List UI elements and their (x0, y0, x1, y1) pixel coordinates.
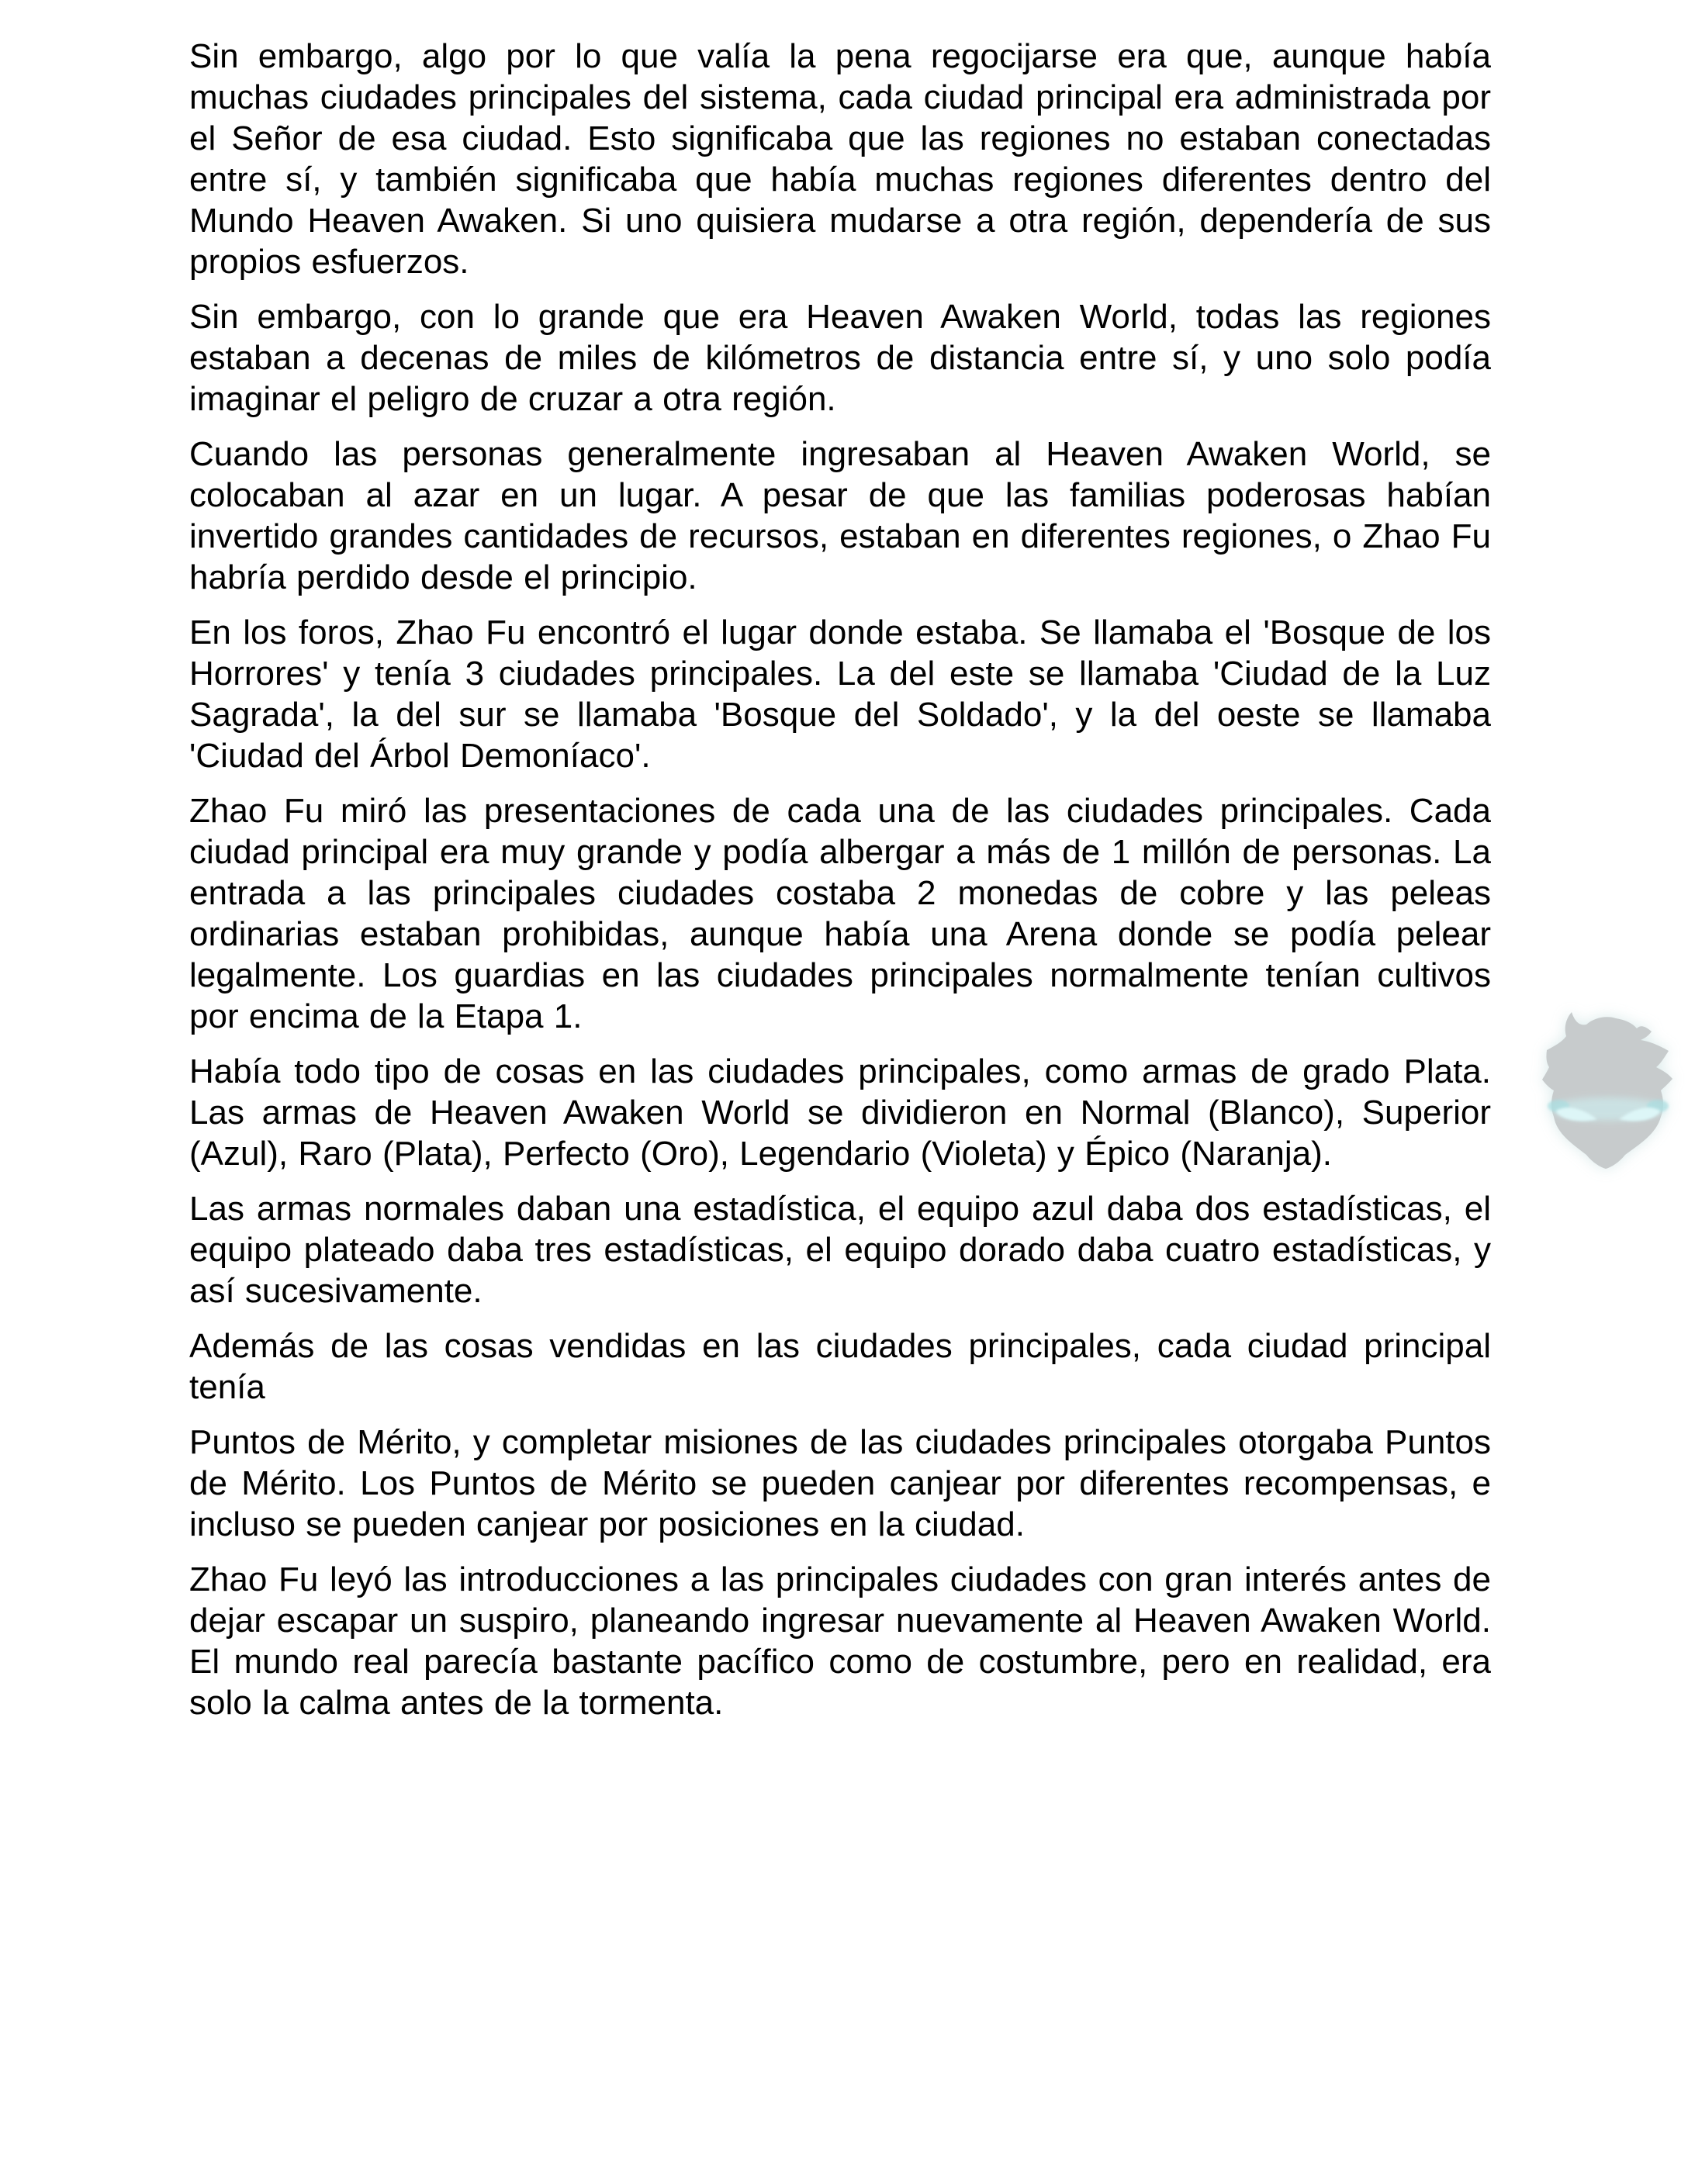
paragraph: Zhao Fu miró las presentaciones de cada una de las ciudades principales. Cada ciudad principal era muy grande y podía albergar a más de 1 millón de personas. La entrada a las principales ciudades costaba 2 monedas de cobre y las peleas ordinarias estaban prohibidas, aunque había una Arena donde se podía pelear legalmente. Los guardias en las ciudades principales normalmente tenían cultivos por encima de la Etapa 1. (189, 792, 1491, 1035)
demon-head-icon (1538, 1002, 1678, 1177)
brow-glow-left (1548, 1100, 1569, 1112)
paragraph: Sin embargo, con lo grande que era Heaven Awaken World, todas las regiones estaban a decenas de miles de kilómetros de distancia entre sí, y uno solo podía imaginar el peligro de cruzar a otra región. (189, 298, 1491, 418)
paragraph: En los foros, Zhao Fu encontró el lugar donde estaba. Se llamaba el 'Bosque de los Horrores' y tenía 3 ciudades principales. La del este se llamaba 'Ciudad de la Luz Sagrada', la del sur se llamaba 'Bosque del Soldado', y la del oeste se llamaba 'Ciudad del Árbol Demoníaco'. (189, 613, 1491, 775)
paragraph: Había todo tipo de cosas en las ciudades principales, como armas de grado Plata. Las armas de Heaven Awaken World se dividieron en Normal (Blanco), Superior (Azul), Raro (Plata), Perfecto (Oro), Legendario (Violeta) y Épico (Naranja). (189, 1052, 1491, 1173)
paragraph: Zhao Fu leyó las introducciones a las principales ciudades con gran interés antes de dejar escapar un suspiro, planeando ingresar nuevamente al Heaven Awaken World. El mundo real parecía bastante pacífico como de costumbre, pero en realidad, era solo la calma antes de la tormenta. (189, 1560, 1491, 1722)
chapter-text (189, 36, 1491, 1737)
paragraph: Además de las cosas vendidas en las ciudades principales, cada ciudad principal tenía (189, 1327, 1491, 1406)
brow-glow (1551, 1097, 1666, 1121)
paragraph: Sin embargo, algo por lo que valía la pena regocijarse era que, aunque había muchas ciudades principales del sistema, cada ciudad principal era administrada por el Señor de esa ciudad. Esto significaba que las regiones no estaban conectadas entre sí, y también significaba que había muchas regiones diferentes dentro del Mundo Heaven Awaken. Si uno quisiera mudarse a otra región, dependería de sus propios esfuerzos. (189, 37, 1491, 281)
demon-head-silhouette (1542, 1012, 1672, 1169)
paragraph: Las armas normales daban una estadística, el equipo azul daba dos estadísticas, el equipo plateado daba tres estadísticas, el equipo dorado daba cuatro estadísticas, y así sucesivamente. (189, 1190, 1491, 1310)
paragraph: Puntos de Mérito, y completar misiones de las ciudades principales otorgaba Puntos de Mérito. Los Puntos de Mérito se pueden canjear por diferentes recompensas, e incluso se pueden canjear por posiciones en la ciudad. (189, 1423, 1491, 1543)
paragraph: Cuando las personas generalmente ingresaban al Heaven Awaken World, se colocaban al azar en un lugar. A pesar de que las familias poderosas habían invertido grandes cantidades de recursos, estaban en diferentes regiones, o Zhao Fu habría perdido desde el principio. (189, 435, 1491, 596)
brow-glow-right (1647, 1100, 1669, 1112)
left-eye (1556, 1108, 1597, 1121)
right-eye (1619, 1108, 1660, 1121)
